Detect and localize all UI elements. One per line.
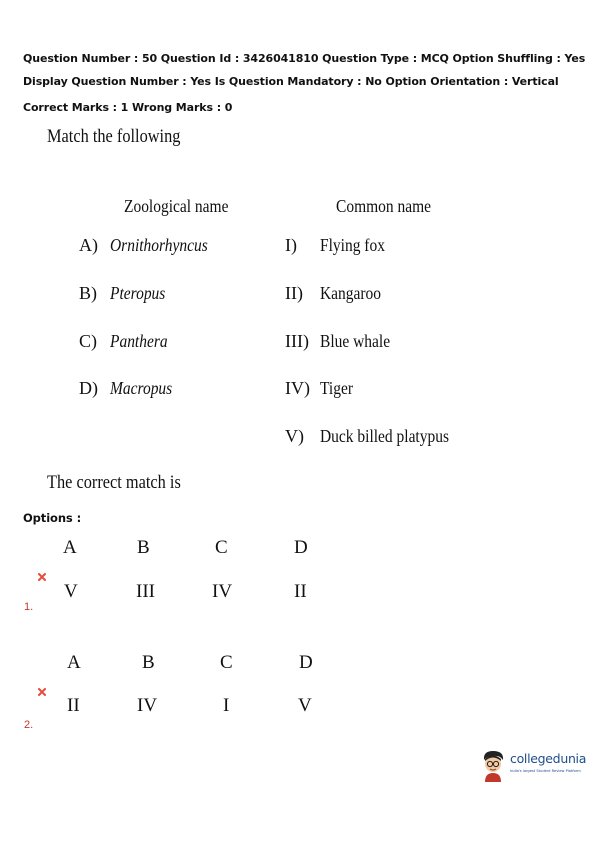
wrong-cross-icon [38, 688, 46, 696]
left-item-name: Pteropus [110, 283, 166, 303]
option-header-b: B [142, 652, 155, 673]
right-item-name: Blue whale [320, 331, 391, 351]
right-item-label: V) [285, 426, 304, 446]
option-value-d: II [294, 581, 307, 602]
right-item-name: Tiger [320, 378, 353, 398]
option-header-d: D [294, 537, 308, 558]
right-item-label: II) [285, 283, 303, 303]
question-intro: Match the following [47, 126, 181, 147]
collegedunia-mascot-icon [480, 748, 508, 782]
right-item-label: I) [285, 235, 297, 255]
option-header-c: C [215, 537, 228, 558]
option-value-c: I [223, 695, 230, 716]
option-value-b: IV [137, 695, 158, 716]
option-value-a: V [64, 581, 78, 602]
right-item-name: Kangaroo [320, 283, 382, 303]
left-item-label: A) [79, 235, 98, 255]
options-label: Options : [23, 511, 82, 525]
option-value-b: III [136, 581, 155, 602]
question-closing: The correct match is [47, 472, 181, 493]
logo-tagline: India's largest Student Review Platform [510, 769, 581, 773]
option-header-a: A [63, 537, 77, 558]
left-item-label: B) [79, 283, 97, 303]
option-header-b: B [137, 537, 150, 558]
logo-wordmark: collegedunia [510, 751, 587, 766]
question-meta-line-2: Display Question Number : Yes Is Question Mandatory : No Option Orientation : Vertical [23, 75, 559, 88]
column-header-zoological: Zoological name [124, 196, 229, 216]
option-value-c: IV [212, 581, 233, 602]
option-number: 2. [24, 719, 34, 731]
right-item-name: Duck billed platypus [320, 426, 449, 446]
right-item-label: IV) [285, 378, 310, 398]
collegedunia-logo [480, 748, 590, 782]
left-item-label: C) [79, 331, 97, 351]
option-header-c: C [220, 652, 233, 673]
right-item-name: Flying fox [320, 235, 385, 255]
option-header-d: D [299, 652, 313, 673]
left-item-name: Panthera [110, 331, 168, 351]
right-item-label: III) [285, 331, 309, 351]
question-meta-line-3: Correct Marks : 1 Wrong Marks : 0 [23, 101, 233, 114]
option-header-a: A [67, 652, 81, 673]
wrong-cross-icon [38, 573, 46, 581]
question-meta-line-1: Question Number : 50 Question Id : 3426041810 Question Type : MCQ Option Shuffling : Yes [23, 52, 586, 65]
option-value-a: II [67, 695, 80, 716]
option-value-d: V [298, 695, 312, 716]
left-item-name: Ornithorhyncus [110, 235, 208, 255]
left-item-label: D) [79, 378, 98, 398]
option-number: 1. [24, 601, 34, 613]
left-item-name: Macropus [110, 378, 173, 398]
column-header-common: Common name [336, 196, 432, 216]
